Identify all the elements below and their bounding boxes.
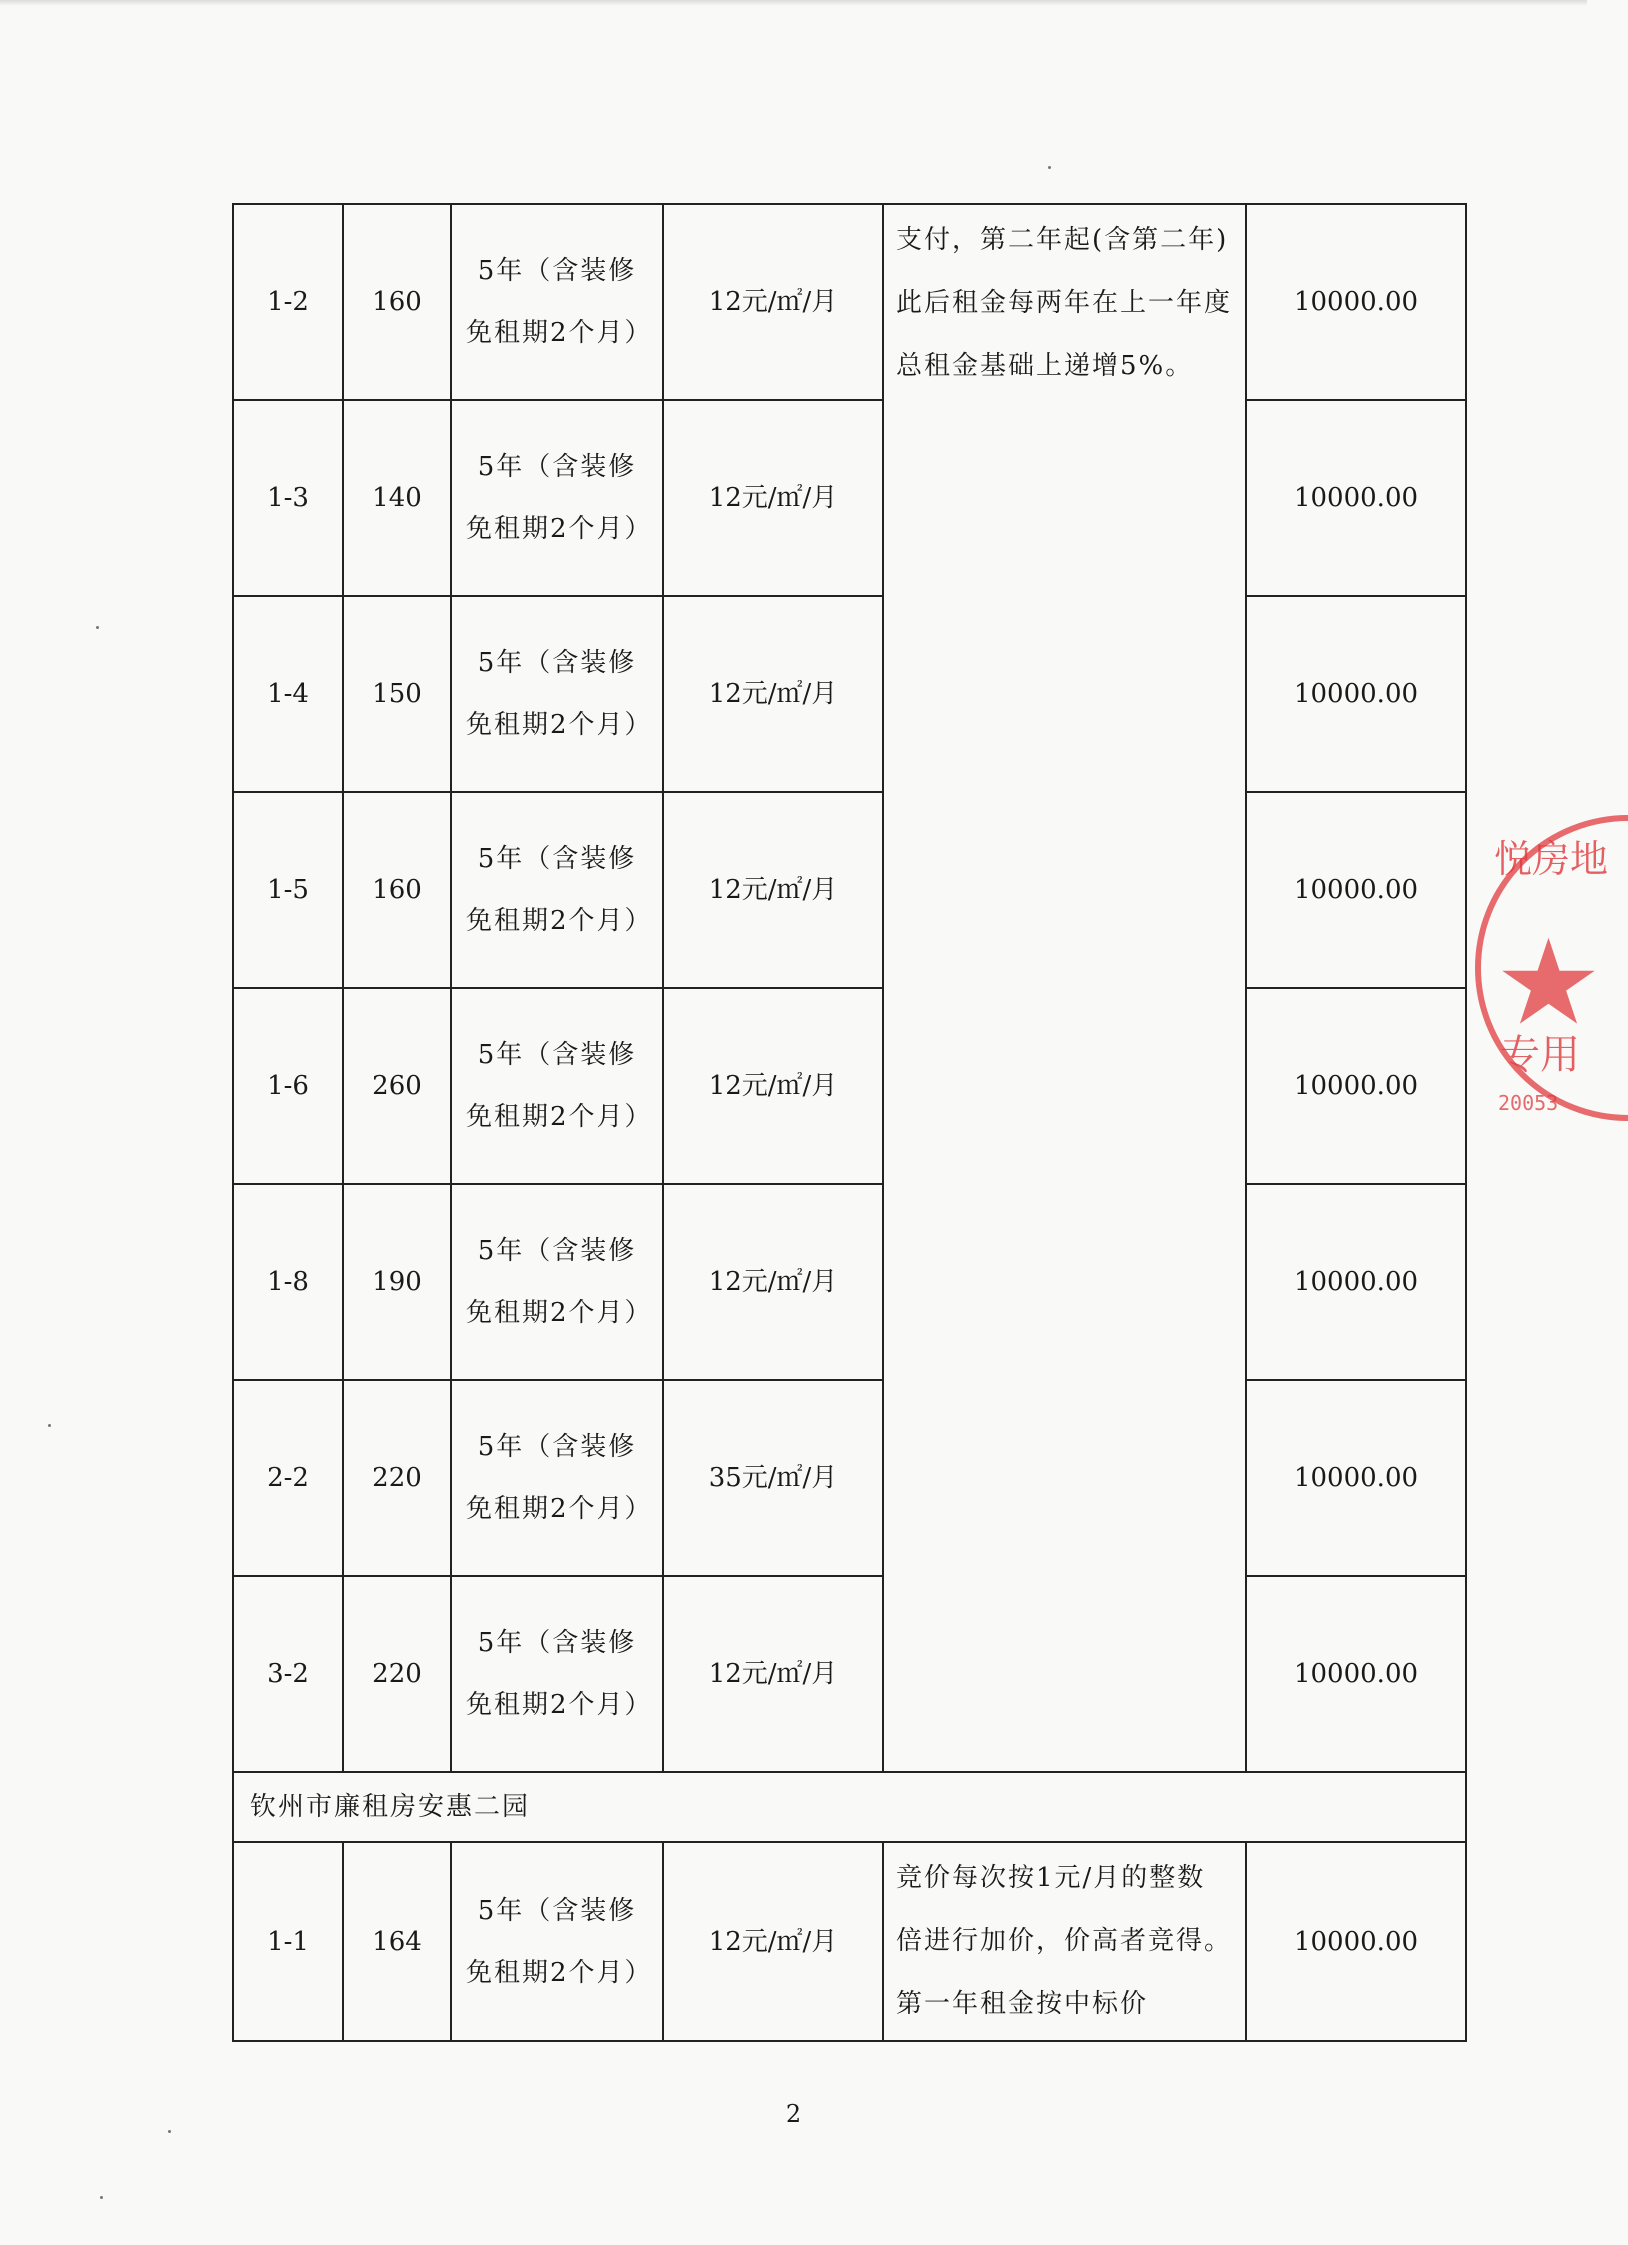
term-cell: 5年（含装修免租期2个月） — [451, 988, 663, 1184]
area-cell: 190 — [343, 1184, 451, 1380]
area-cell: 164 — [343, 1842, 451, 2041]
scan-speck — [100, 2196, 103, 2199]
official-seal-stamp — [1468, 808, 1628, 1128]
unit-cell: 1-6 — [233, 988, 343, 1184]
area-cell: 160 — [343, 792, 451, 988]
table-row — [233, 204, 1466, 400]
price-cell: 12元/㎡/月 — [663, 988, 883, 1184]
area-cell: 160 — [343, 204, 451, 400]
deposit-cell: 10000.00 — [1246, 1184, 1466, 1380]
table-row — [233, 1380, 1466, 1576]
table-row — [233, 792, 1466, 988]
area-cell: 260 — [343, 988, 451, 1184]
term-cell: 5年（含装修免租期2个月） — [451, 204, 663, 400]
deposit-cell: 10000.00 — [1246, 596, 1466, 792]
area-cell: 220 — [343, 1380, 451, 1576]
term-cell: 5年（含装修免租期2个月） — [451, 792, 663, 988]
term-cell: 5年（含装修免租期2个月） — [451, 1184, 663, 1380]
stamp-serial-text: 20053 — [1498, 1091, 1559, 1115]
section-title: 钦州市廉租房安惠二园 — [233, 1772, 1466, 1842]
lease-table — [232, 203, 1467, 2042]
deposit-cell: 10000.00 — [1246, 1576, 1466, 1772]
price-cell: 12元/㎡/月 — [663, 1842, 883, 2041]
table-row — [233, 1576, 1466, 1772]
bidding-rule-cell: 支付，第二年起(含第二年)此后租金每两年在上一年度总租金基础上递增5%。 — [883, 204, 1246, 1772]
stamp-bottom-text: 专用 — [1500, 1032, 1580, 1078]
scan-speck — [96, 626, 99, 629]
page-number: 2 — [785, 2100, 802, 2128]
deposit-cell: 10000.00 — [1246, 792, 1466, 988]
lease-table-container — [232, 203, 1465, 2042]
table-row — [233, 1184, 1466, 1380]
term-cell: 5年（含装修免租期2个月） — [451, 596, 663, 792]
unit-cell: 1-4 — [233, 596, 343, 792]
price-cell: 12元/㎡/月 — [663, 400, 883, 596]
price-cell: 12元/㎡/月 — [663, 792, 883, 988]
table-row — [233, 400, 1466, 596]
unit-cell: 1-8 — [233, 1184, 343, 1380]
price-cell: 12元/㎡/月 — [663, 1576, 883, 1772]
unit-cell: 3-2 — [233, 1576, 343, 1772]
scan-speck — [48, 1424, 51, 1427]
deposit-cell: 10000.00 — [1246, 400, 1466, 596]
area-cell: 220 — [343, 1576, 451, 1772]
term-cell: 5年（含装修免租期2个月） — [451, 1842, 663, 2041]
term-cell: 5年（含装修免租期2个月） — [451, 1576, 663, 1772]
table-row — [233, 1842, 1466, 2041]
scan-speck — [168, 2130, 171, 2133]
bidding-rule-cell: 竞价每次按1元/月的整数倍进行加价，价高者竞得。第一年租金按中标价 — [883, 1842, 1246, 2041]
deposit-cell: 10000.00 — [1246, 988, 1466, 1184]
stamp-top-text: 悦房地 — [1494, 837, 1609, 881]
unit-cell: 1-1 — [233, 1842, 343, 2041]
deposit-cell: 10000.00 — [1246, 204, 1466, 400]
scan-edge-shadow — [0, 0, 1587, 6]
price-cell: 35元/㎡/月 — [663, 1380, 883, 1576]
price-cell: 12元/㎡/月 — [663, 596, 883, 792]
stamp-star-icon — [1502, 938, 1594, 1024]
section-row — [233, 1772, 1466, 1842]
deposit-cell: 10000.00 — [1246, 1842, 1466, 2041]
table-row — [233, 596, 1466, 792]
term-cell: 5年（含装修免租期2个月） — [451, 1380, 663, 1576]
unit-cell: 2-2 — [233, 1380, 343, 1576]
area-cell: 140 — [343, 400, 451, 596]
table-row — [233, 988, 1466, 1184]
term-cell: 5年（含装修免租期2个月） — [451, 400, 663, 596]
area-cell: 150 — [343, 596, 451, 792]
deposit-cell: 10000.00 — [1246, 1380, 1466, 1576]
price-cell: 12元/㎡/月 — [663, 1184, 883, 1380]
price-cell: 12元/㎡/月 — [663, 204, 883, 400]
scan-speck — [1048, 166, 1051, 169]
unit-cell: 1-2 — [233, 204, 343, 400]
unit-cell: 1-3 — [233, 400, 343, 596]
unit-cell: 1-5 — [233, 792, 343, 988]
